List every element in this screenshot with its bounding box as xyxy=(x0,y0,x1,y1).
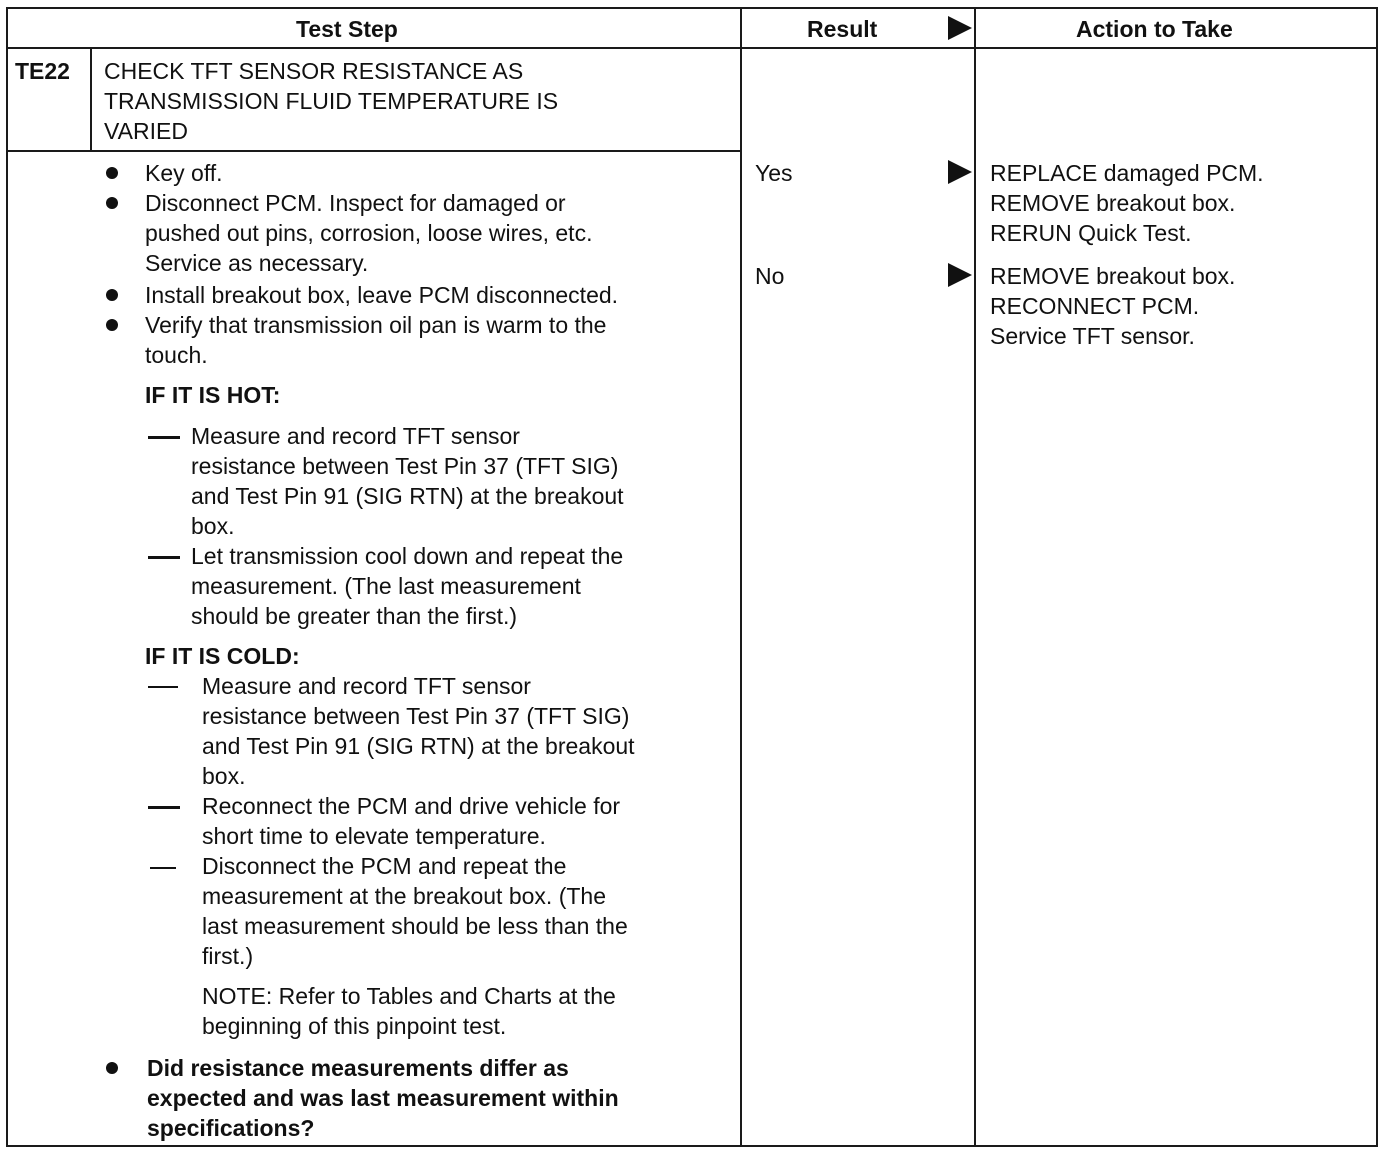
header-action-to-take: Action to Take xyxy=(1076,16,1233,42)
bullet-icon xyxy=(106,319,118,331)
dash-icon xyxy=(150,867,176,869)
dash-icon xyxy=(148,436,180,439)
result-yes-actions: REPLACE damaged PCM. REMOVE breakout box. RERUN Quick Test. xyxy=(990,160,1264,246)
cold-note: NOTE: Refer to Tables and Charts at the beginning of this pinpoint test. xyxy=(202,983,616,1039)
cold-item-disconnect: Disconnect the PCM and repeat the measurement at the breakout box. (The last measurement should be less than the first.) xyxy=(202,853,628,969)
bullet-icon xyxy=(106,167,118,179)
dash-icon xyxy=(148,686,178,688)
hot-heading: IF IT IS HOT: xyxy=(145,382,281,408)
bullet-verify-oil-pan: Verify that transmission oil pan is warm to the touch. xyxy=(145,312,607,368)
cold-heading: IF IT IS COLD: xyxy=(145,643,300,669)
question: Did resistance measurements differ as expected and was last measurement within specifications? xyxy=(147,1055,619,1141)
bullet-disconnect-pcm: Disconnect PCM. Inspect for damaged or pushed out pins, corrosion, loose wires, etc. Service as necessary. xyxy=(145,190,593,276)
result-yes-arrow-icon xyxy=(948,160,972,184)
table-left-border xyxy=(6,7,8,1147)
step-title-bottom-border xyxy=(6,150,740,152)
step-id: TE22 xyxy=(15,58,70,84)
result-yes-label: Yes xyxy=(755,160,793,186)
bullet-icon xyxy=(106,197,118,209)
bullet-icon xyxy=(106,289,118,301)
result-column-left-border xyxy=(740,7,742,1147)
header-bottom-border xyxy=(6,47,1378,49)
dash-icon xyxy=(148,806,180,809)
step-title: CHECK TFT SENSOR RESISTANCE AS TRANSMISSION FLUID TEMPERATURE IS VARIED xyxy=(104,58,559,144)
header-test-step: Test Step xyxy=(296,16,398,42)
cold-item-reconnect: Reconnect the PCM and drive vehicle for short time to elevate temperature. xyxy=(202,793,621,849)
header-result: Result xyxy=(807,16,878,42)
bullet-install-breakout-box: Install breakout box, leave PCM disconnected. xyxy=(145,282,619,308)
header-arrow-icon xyxy=(948,16,972,40)
result-no-actions: REMOVE breakout box. RECONNECT PCM. Service TFT sensor. xyxy=(990,263,1236,349)
cold-item-measure: Measure and record TFT sensor resistance between Test Pin 37 (TFT SIG) and Test Pin 91 (SIG RTN) at the breakout box. xyxy=(202,673,635,789)
hot-item-cool-down: Let transmission cool down and repeat the measurement. (The last measurement should be greater than the first.) xyxy=(191,543,624,629)
result-no-label: No xyxy=(755,263,785,289)
bullet-icon xyxy=(106,1062,118,1074)
dash-icon xyxy=(148,556,180,559)
hot-item-measure: Measure and record TFT sensor resistance between Test Pin 37 (TFT SIG) and Test Pin 91 (SIG RTN) at the breakout box. xyxy=(191,423,624,539)
bullet-key-off: Key off. xyxy=(145,160,223,186)
step-id-divider xyxy=(90,47,92,152)
table-top-border xyxy=(6,7,1378,9)
result-no-arrow-icon xyxy=(948,263,972,287)
table-right-border xyxy=(1376,7,1378,1147)
table-bottom-border xyxy=(6,1145,1378,1147)
action-column-left-border xyxy=(974,7,976,1147)
